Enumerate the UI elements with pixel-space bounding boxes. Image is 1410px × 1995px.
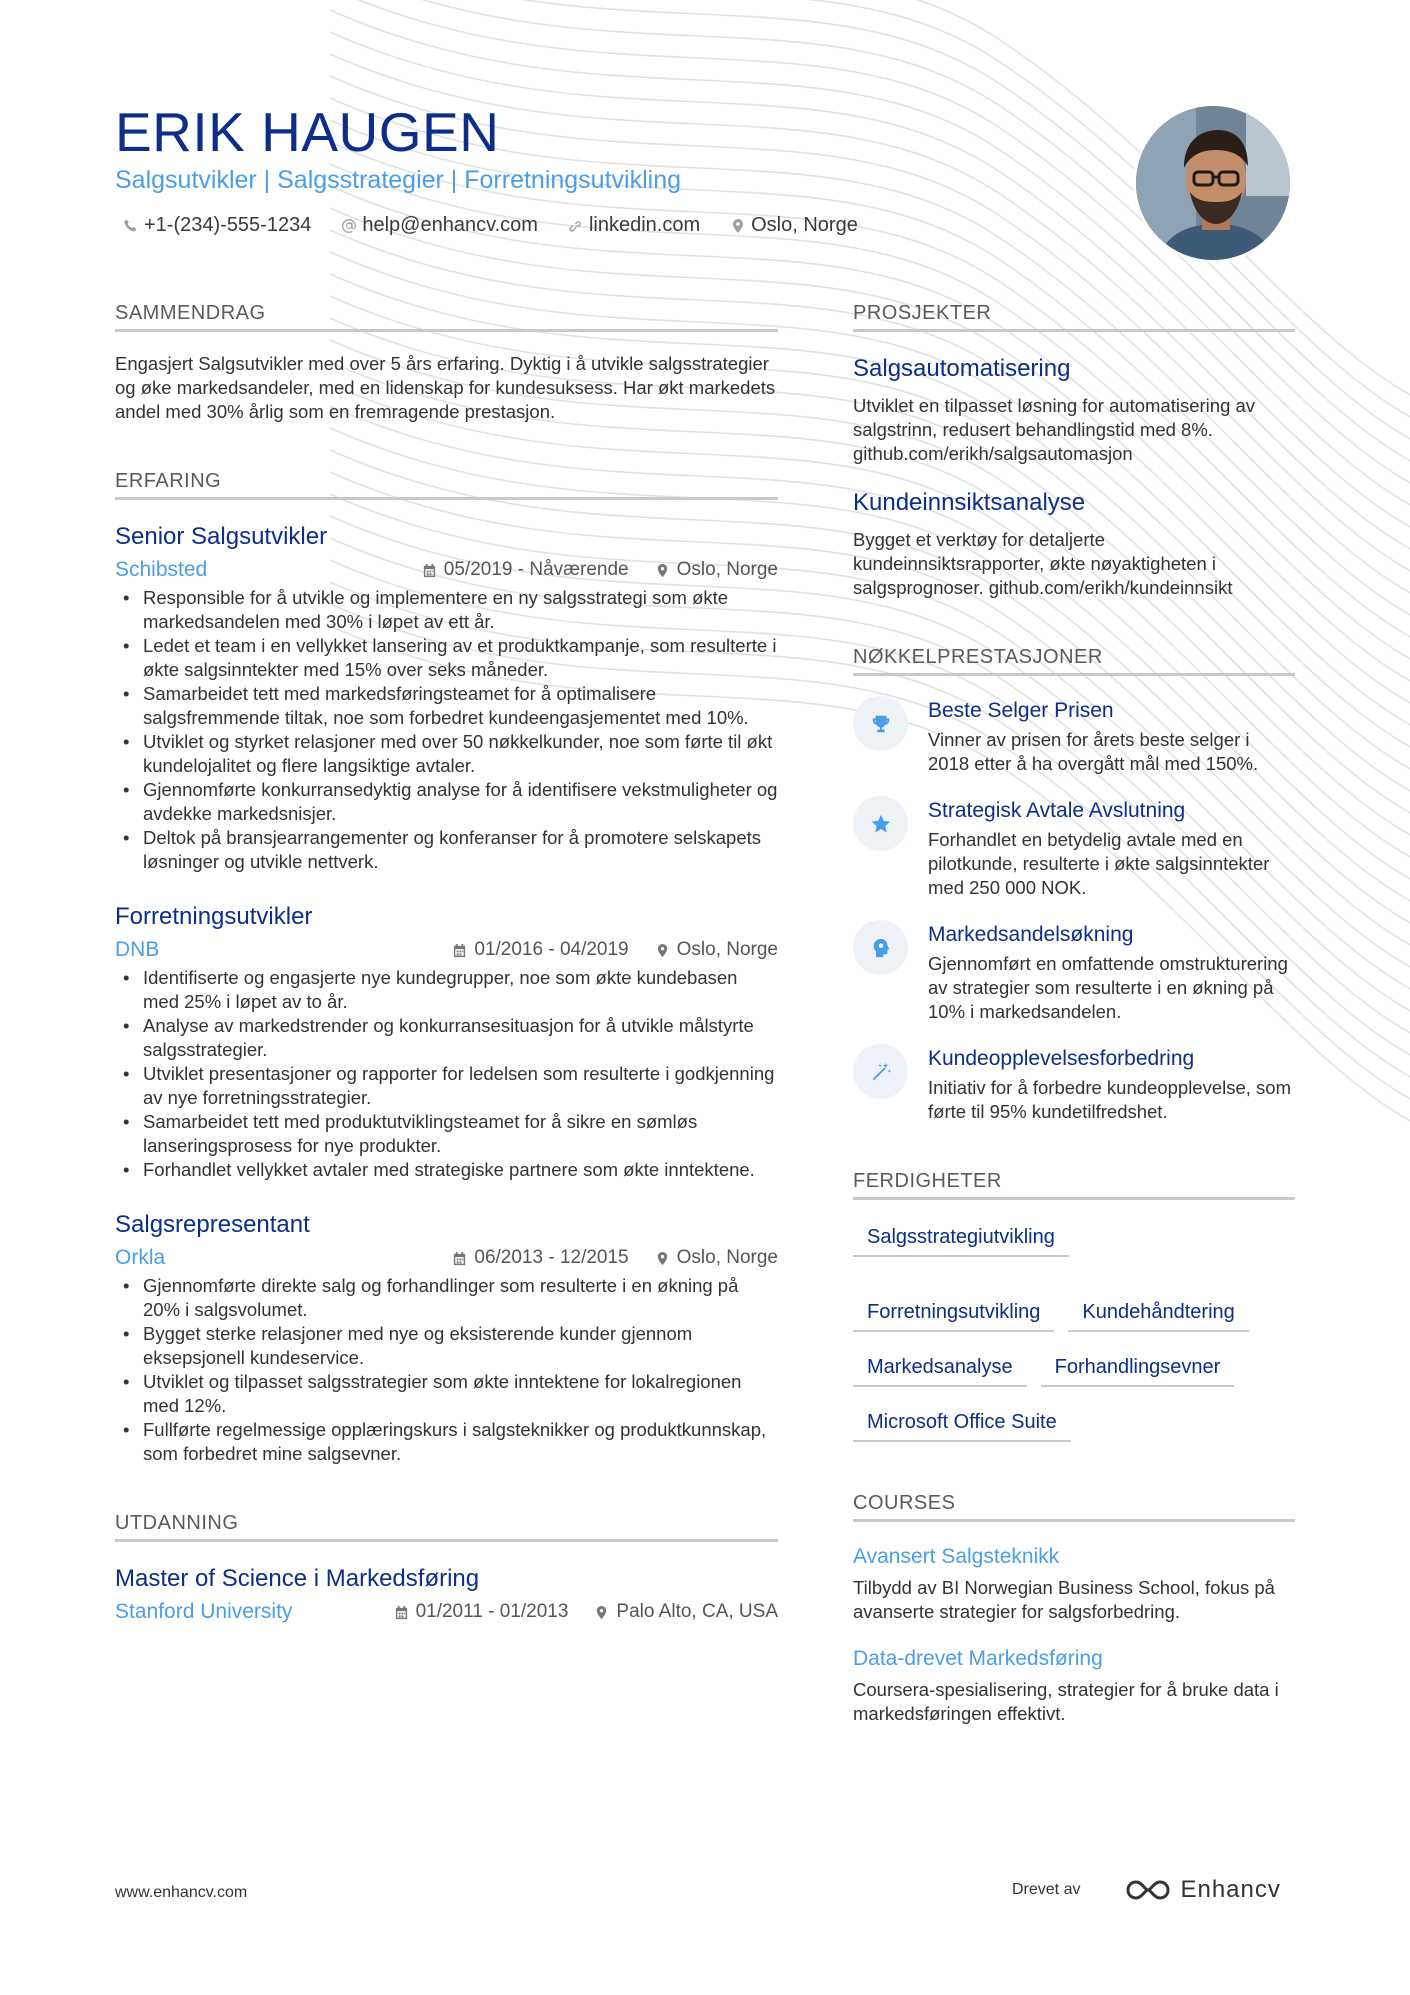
project-entry [853, 488, 1295, 600]
achievement-description: Gjennomført en omfattende omstrukturering av strategier som resulterte i en økning på 10% i markedsandelen. [928, 953, 1288, 1022]
summary-section [115, 302, 778, 424]
degree-title: Master of Science i Markedsføring [115, 1565, 480, 1592]
contact-location [730, 214, 858, 237]
bullet-item: • Utviklet og tilpasset salgsstrategier som økte inntektene for lokalregionen med 12%. [115, 1370, 778, 1418]
skill-tag: Markedsanalyse [853, 1352, 1027, 1387]
magic-wand-icon [870, 1061, 892, 1083]
education-heading: UTDANNING [115, 1512, 778, 1542]
achievements-section [853, 646, 1295, 1124]
job-title: Salgsrepresentant [115, 1211, 310, 1238]
bullet-item: • Bygget sterke relasjoner med nye og eksisterende kunder gjennom eksepsjonell kundeservice. [115, 1322, 778, 1370]
project-description: Bygget et verktøy for detaljerte kundeinnsiktsrapporter, økte nøyaktigheten i salgsprognoser. github.com/erikh/kundeinnsikt [853, 529, 1233, 598]
bullet-item: • Responsible for å utvikle og implementere en ny salgsstrategi som økte markedsandelen med 30% i løpet av ett år. [115, 586, 778, 634]
skills-section [853, 1170, 1295, 1442]
summary-heading: SAMMENDRAG [115, 302, 778, 332]
enhancv-logo-icon [1124, 1877, 1172, 1903]
job-dates: 06/2013 - 12/2015 [474, 1247, 629, 1268]
course-title: Data-drevet Markedsføring [853, 1647, 1103, 1670]
contact-linkedin-text: linkedin.com [588, 214, 701, 236]
job-bullets [115, 586, 778, 874]
company-name: Schibsted [115, 558, 208, 581]
course-description: Coursera-spesialisering, strategier for å bruke data i markedsføringen effektivt. [853, 1679, 1279, 1724]
head-icon [870, 937, 892, 959]
education-section [115, 1512, 778, 1626]
experience-entry [115, 1210, 778, 1466]
achievement-title: Markedsandelsøkning [928, 923, 1134, 946]
calendar-icon [394, 1605, 409, 1620]
achievement-entry [853, 798, 1295, 900]
job-dates: 05/2019 - Nåværende [443, 559, 629, 580]
location-icon [655, 563, 670, 578]
calendar-icon [422, 563, 437, 578]
projects-heading: PROSJEKTER [853, 302, 1295, 332]
bullet-item: • Identifiserte og engasjerte nye kundegrupper, noe som økte kundebasen med 25% i løpet av to år. [115, 966, 778, 1014]
footer-website[interactable]: www.enhancv.com [115, 1884, 248, 1901]
skill-tag: Forhandlingsevner [1041, 1352, 1235, 1387]
brand-name: Enhancv [1180, 1876, 1281, 1903]
project-title: Salgsautomatisering [853, 355, 1071, 382]
achievements-heading: NØKKELPRESTASJONER [853, 646, 1295, 676]
course-entry [853, 1646, 1295, 1726]
job-title: Forretningsutvikler [115, 903, 313, 930]
contact-linkedin[interactable] [568, 214, 700, 237]
location-icon [594, 1605, 609, 1620]
course-entry [853, 1544, 1295, 1624]
footer-branding [1012, 1876, 1281, 1904]
contact-location-text: Oslo, Norge [751, 214, 858, 236]
brand-logo[interactable] [1124, 1876, 1280, 1904]
skill-tag: Kundehåndtering [1068, 1297, 1248, 1332]
achievement-description: Forhandlet en betydelig avtale med en pilotkunde, resulterte i økte salgsinntekter med 250 000 NOK. [928, 829, 1270, 898]
skill-list [853, 1222, 1295, 1442]
experience-entry [115, 902, 778, 1182]
location-icon [655, 1251, 670, 1266]
bullet-item: • Analyse av markedstrender og konkurransesituasjon for å utvikle målstyrte salgsstrategier. [115, 1014, 778, 1062]
skill-tag: Microsoft Office Suite [853, 1407, 1071, 1442]
calendar-icon [452, 1251, 467, 1266]
course-description: Tilbydd av BI Norwegian Business School, fokus på avanserte strategier for salgsforbedring. [853, 1577, 1275, 1622]
achievement-entry [853, 698, 1295, 776]
job-bullets [115, 1274, 778, 1466]
job-location: Oslo, Norge [676, 939, 778, 960]
courses-section [853, 1492, 1295, 1726]
achievement-entry [853, 922, 1295, 1024]
projects-section [853, 302, 1295, 600]
skills-heading: FERDIGHETER [853, 1170, 1295, 1200]
project-title: Kundeinnsiktsanalyse [853, 489, 1086, 516]
bullet-item: • Utviklet presentasjoner og rapporter for ledelsen som resulterte i godkjenning av nye forretningsstrategier. [115, 1062, 778, 1110]
location-icon [655, 943, 670, 958]
education-location: Palo Alto, CA, USA [616, 1601, 778, 1622]
experience-entry [115, 522, 778, 874]
contact-phone[interactable] [123, 214, 311, 237]
powered-by-label: Drevet av [1012, 1881, 1081, 1898]
achievement-title: Strategisk Avtale Avslutning [928, 799, 1186, 822]
achievement-description: Initiativ for å forbedre kundeopplevelse, som førte til 95% kundetilfredshet. [928, 1077, 1292, 1122]
candidate-name: ERIK HAUGEN [115, 101, 500, 163]
company-name: DNB [115, 938, 160, 961]
contact-list [123, 214, 858, 237]
experience-heading: ERFARING [115, 470, 778, 500]
trophy-icon [870, 713, 892, 735]
candidate-headline: Salgsutvikler | Salgsstrategier | Forretningsutvikling [115, 166, 682, 194]
courses-heading: COURSES [853, 1492, 1295, 1522]
bullet-item: • Samarbeidet tett med produktutviklingsteamet for å sikre en sømløs lanseringsprosess for nye produkter. [115, 1110, 778, 1158]
phone-icon [123, 218, 139, 234]
bullet-item: • Samarbeidet tett med markedsføringsteamet for å optimalisere salgsfremmende tiltak, noe som forbedret kundeengasjementet med 10%. [115, 682, 778, 730]
bullet-item: • Gjennomførte konkurransedyktig analyse for å identifisere vekstmuligheter og avdekke markedsnisjer. [115, 778, 778, 826]
bullet-item: • Utviklet og styrket relasjoner med over 50 nøkkelkunder, noe som førte til økt kundelojalitet og flere langsiktige avtaler. [115, 730, 778, 778]
right-column [853, 302, 1295, 1726]
calendar-icon [452, 943, 467, 958]
location-icon [730, 218, 746, 234]
experience-section [115, 470, 778, 1466]
education-dates: 01/2011 - 01/2013 [415, 1601, 569, 1622]
course-title: Avansert Salgsteknikk [853, 1545, 1060, 1568]
bullet-item: • Gjennomførte direkte salg og forhandlinger som resulterte i en økning på 20% i salgsvolumet. [115, 1274, 778, 1322]
star-icon [870, 813, 892, 835]
job-location: Oslo, Norge [676, 1247, 778, 1268]
left-column [115, 302, 778, 1626]
skill-tag: Salgsstrategiutvikling [853, 1222, 1069, 1257]
achievement-entry [853, 1046, 1295, 1124]
contact-email[interactable] [341, 214, 538, 237]
profile-photo [1133, 103, 1293, 263]
bullet-item: • Deltok på bransjearrangementer og konferanser for å promotere selskapets løsninger og utvikle nettverk. [115, 826, 778, 874]
bullet-item: • Forhandlet vellykket avtaler med strategiske partnere som økte inntektene. [115, 1158, 778, 1182]
achievement-title: Kundeopplevelsesforbedring [928, 1047, 1195, 1070]
at-icon [341, 218, 357, 234]
company-name: Orkla [115, 1246, 166, 1269]
achievement-description: Vinner av prisen for årets beste selger i 2018 etter å ha overgått mål med 150%. [928, 729, 1259, 774]
job-location: Oslo, Norge [676, 559, 778, 580]
education-entry [115, 1564, 778, 1626]
contact-email-text: help@enhancv.com [362, 214, 538, 236]
skill-tag: Forretningsutvikling [853, 1297, 1054, 1332]
job-title: Senior Salgsutvikler [115, 523, 328, 550]
project-description: Utviklet en tilpasset løsning for automatisering av salgstrinn, redusert behandlingstid med 8%. github.com/erikh/salgsautomasjon [853, 395, 1256, 464]
bullet-item: • Fullførte regelmessige opplæringskurs i salgsteknikker og produktkunnskap, som forbedret mine salgsevner. [115, 1418, 778, 1466]
achievement-title: Beste Selger Prisen [928, 699, 1114, 722]
link-icon [568, 218, 584, 234]
summary-text: Engasjert Salgsutvikler med over 5 års erfaring. Dyktig i å utvikle salgsstrategier og øke markedsandeler, med en lidenskap for kundesuksess. Har økt markedets andel med 30% årlig som en fremragende prestasjon. [115, 353, 776, 422]
contact-phone-text: +1-(234)-555-1234 [144, 214, 312, 236]
school-name: Stanford University [115, 1600, 293, 1623]
bullet-item: • Ledet et team i en vellykket lansering av et produktkampanje, som resulterte i økte salgsinntekter med 15% over seks måneder. [115, 634, 778, 682]
project-entry [853, 354, 1295, 466]
job-bullets [115, 966, 778, 1182]
job-dates: 01/2016 - 04/2019 [474, 939, 629, 960]
